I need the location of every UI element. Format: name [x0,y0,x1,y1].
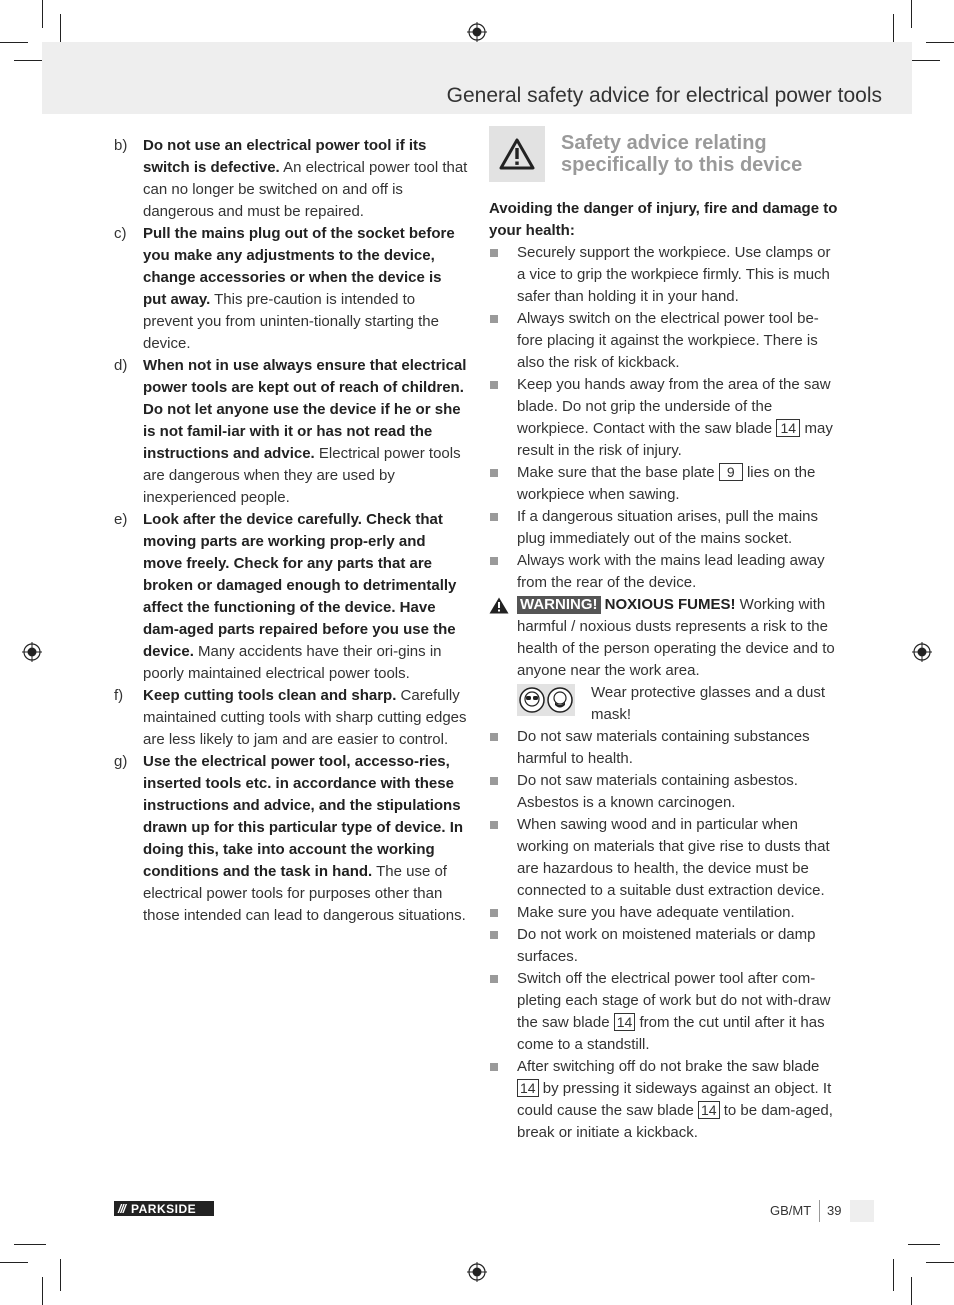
bullet-square-icon [489,308,517,374]
item-text: The use of electrical power tools for purposes other than those intended can lead to dangerous situations. [143,863,466,924]
warning-triangle-icon [489,126,545,182]
footer-tab [850,1200,874,1222]
ppe-text: Wear protective glasses and a dust mask! [591,684,826,723]
item-letter: d) [114,357,128,374]
goggles-mask-icon [517,684,575,716]
warning-text: Working with harmful / noxious dusts represents a risk to the health of the person operating the device and to anyone near the work area. [517,596,835,679]
item-letter: c) [114,225,127,242]
part-number-badge: 14 [614,1013,636,1031]
bullet-square-icon [489,550,517,594]
crop-mark [908,60,940,61]
small-warning-icon [489,597,509,614]
crop-mark [911,0,912,28]
crop-mark [42,1277,43,1305]
bullet-square-icon [489,1056,517,1144]
item-letter: g) [114,753,128,770]
list-item: Always work with the mains lead leading away from the rear of the device. [489,550,839,594]
item-bold: When not in use always ensure that electrical power tools are kept out of reach of children. Do not let anyone use the device if he or she is not famil-iar with it or has not read the instructions and advice. [143,357,467,462]
list-item: Make sure that the base plate 9 lies on the workpiece when sawing. [489,462,839,506]
crop-mark [908,1244,940,1245]
item-bold: Pull the mains plug out of the socket before you make any adjustments to the device, change accessories or when the device is put away. [143,225,455,308]
registration-mark-icon [22,642,42,662]
item-bold: Look after the device carefully. Check that moving parts are working prop-erly and move freely. Check for any parts that are broken or damaged enough to detrimentally affect the functioning of the device. Have dam-aged parts repaired before you use the device. [143,511,457,660]
list-item: Do not saw materials containing asbestos. Asbestos is a known carcinogen. [489,770,839,814]
list-item: Keep you hands away from the area of the saw blade. Do not grip the underside of the workpiece. Contact with the saw blade 14 may result in the risk of injury. [489,374,839,462]
bullet-square-icon [489,242,517,308]
list-item: When sawing wood and in particular when working on materials that give rise to dusts that are hazardous to health, the device must be connected to a suitable dust extraction device. [489,814,839,902]
crop-mark [0,1262,28,1263]
item-bold: Use the electrical power tool, accesso-ries, inserted tools etc. in accordance with these instructions and advice, and the stipulations drawn up for this particular type of device. In doing this, take into account the working conditions and the task in hand. [143,753,464,880]
list-item: Do not saw materials containing substances harmful to health. [489,726,839,770]
section-header [489,126,839,182]
bullet-square-icon [489,462,517,506]
part-number-badge: 9 [719,463,743,481]
bullet-square-icon [489,924,517,968]
footer-divider [819,1200,820,1222]
warning-notice [489,594,839,682]
crop-mark [60,1259,61,1291]
list-item [114,223,468,355]
list-item [114,751,468,927]
item-text: An electrical power tool that can no longer be switched on and off is dangerous and must be repaired. [143,159,468,220]
item-text: This pre-caution is intended to prevent you from uninten-tionally starting the device. [143,291,439,352]
part-number-badge: 14 [517,1079,539,1097]
list-item [114,135,468,223]
list-item: Switch off the electrical power tool after com-pleting each stage of work but do not with-draw the saw blade 14 from the cut until after it has come to a standstill. [489,968,839,1056]
registration-mark-icon [467,22,487,42]
parkside-logo: /// PARKSIDE [114,1201,214,1216]
warning-label: WARNING! [517,596,601,614]
crop-mark [42,0,43,28]
list-item: Securely support the workpiece. Use clamps or a vice to grip the workpiece firmly. This is much safer than holding it in your hand. [489,242,839,308]
language-code: GB/MT [770,1203,812,1218]
list-item: If a dangerous situation arises, pull the mains plug immediately out of the mains socket. [489,506,839,550]
bullet-square-icon [489,374,517,462]
item-letter: b) [114,137,128,154]
bullet-square-icon [489,814,517,902]
crop-mark [926,42,954,43]
bullet-square-icon [489,726,517,770]
item-letter: f) [114,687,124,704]
page-title: General safety advice for electrical power tools [446,84,882,107]
page-number: 39 [827,1203,842,1218]
list-item [114,685,468,751]
bullet-square-icon [489,902,517,924]
subheading: Avoiding the danger of injury, fire and damage to your health: [489,200,838,239]
bullet-square-icon [489,770,517,814]
item-bold: Do not use an electrical power tool if its switch is defective. [143,137,427,176]
part-number-badge: 14 [776,419,800,437]
crop-mark [0,42,28,43]
crop-mark [911,1277,912,1305]
crop-mark [893,1259,894,1291]
section-title: Safety advice relating specifically to this device [561,132,803,176]
bullet-square-icon [489,968,517,1056]
registration-mark-icon [467,1262,487,1282]
registration-mark-icon [912,642,932,662]
list-item [114,509,468,685]
item-text: Carefully maintained cutting tools with sharp cutting edges are less likely to jam and are easier to control. [143,687,467,748]
list-item: Always switch on the electrical power tool be-fore placing it against the workpiece. There is also the risk of kickback. [489,308,839,374]
list-item [114,355,468,509]
item-text: Many accidents have their ori-gins in poorly maintained electrical power tools. [143,643,442,682]
list-item: After switching off do not brake the saw blade 14 by pressing it sideways against an object. It could cause the saw blade 14 to be dam-aged, break or initiate a kickback. [489,1056,839,1144]
ppe-notice [517,682,839,726]
list-item: Do not work on moistened materials or damp surfaces. [489,924,839,968]
right-column [489,126,839,1144]
crop-mark [926,1262,954,1263]
warning-bold: NOXIOUS FUMES! [600,596,736,613]
item-bold: Keep cutting tools clean and sharp. [143,687,397,704]
left-column [114,135,468,927]
item-text: Electrical power tools are dangerous when they are used by inexperienced people. [143,445,461,506]
crop-mark [14,1244,46,1245]
bullet-square-icon [489,506,517,550]
item-letter: e) [114,511,128,528]
list-item: Make sure you have adequate ventilation. [489,902,839,924]
part-number-badge: 14 [698,1101,720,1119]
